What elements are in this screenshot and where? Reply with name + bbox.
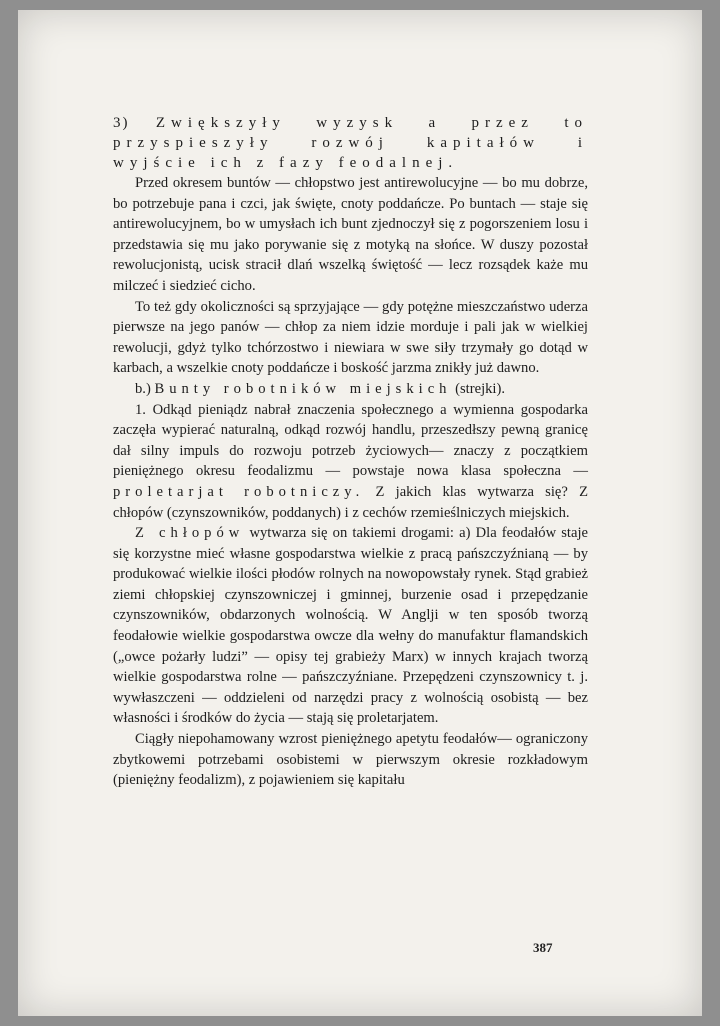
subheading-suffix: (strejki). xyxy=(455,380,505,397)
paragraph-5: Ciągły niepohamowany wzrost pieniężnego apetytu feodałów— ograniczony zbytkowemi potrzebami osobistemi w pierwszym okresie rozkładowym (pieniężny feodalizm), z pojawieniem się kapitału xyxy=(113,731,588,789)
paragraph-4-text: wytwarza się on takiemi drogami: a) Dla feodałów staje się korzystne mieć własne gospodarstwa wielkie z pracą pańszczyźnianą — by produkować wielkie ilości płodów rolnych na nowopowstały rynek. Stąd grabież ziemi chłopskiej czynszowniczej i gminnej, burzenie osad i przepędzanie czynszowników, obdarzonych wolnością. W Anglji w ten sposób tworzą feodałowie wielkie gospodarstwa owcze dla wełny do manufaktur flamandskich („owce pożarły ludzi” — opisy tej grabieży Marx) w innych krajach tworzą wielkie gospodarstwa rolne — pańszczyźniane. Przepędzeni czynszownicy t. j. wywłaszczeni — oddzieleni od narzędzi pracy z wolnością osobistą — bez własności i środków do życia — stają się proletarjatem. xyxy=(113,525,588,727)
paragraph-2: To też gdy okoliczności są sprzyjające — gdy potężne mieszczaństwo uderza pierwsze na jego panów — chłop za niem idzie morduje i pali jak w wielkiej rewolucji, gdyż tylko tchórzostwo i niewiara w swe siły trzymały go dotąd w karbach, a wszelkie cnoty poddańcze i boskość jarzma znikły już dawno. xyxy=(113,298,588,377)
section-heading xyxy=(113,113,588,173)
heading-text: Zwiększyły wyzysk a przez to przyspieszyły rozwój kapitałów i wyjście ich z fazy feodalnej. xyxy=(113,115,589,171)
paragraph-3-spaced: proletarjat robotniczy. xyxy=(113,483,365,500)
subheading-prefix: b.) xyxy=(135,380,151,397)
page-number: 387 xyxy=(533,940,553,955)
heading-number: 3) xyxy=(113,115,130,131)
paragraph-1: Przed okresem buntów — chłopstwo jest antirewolucyjne — bo mu dobrze, bo potrzebuje pana i czci, jak święte, cnoty poddańcze. Po buntach — staje się antirewolucyjnem, bo w umysłach ich bunt zjednoczył się z pogorszeniem losu i przedstawia się mu jako porywanie się z motyką na słońce. W duszy pozostał rewolucjonistą, ucisk stracił dlań wszelką świętość — lecz rozsądek każe mu milczeć i siedzieć cicho. xyxy=(113,175,588,294)
paragraph-3-part2: Z jakich klas wytwarza się? Z chłopów (czynszowników, poddanych) i z cechów rzemieślniczych miejskich. xyxy=(113,483,588,521)
paragraph-4 xyxy=(113,523,588,729)
paragraph-3 xyxy=(113,400,588,524)
subheading-spaced: Bunty robotników miejskich xyxy=(154,380,452,397)
subheading xyxy=(113,379,588,400)
book-page xyxy=(18,10,702,1016)
paragraph-4-spaced: Z chłopów xyxy=(135,525,245,542)
page-text xyxy=(113,113,588,791)
paragraph-3-part1: 1. Odkąd pieniądz nabrał znaczenia społecznego a wymienna gospodarka zaczęła wypierać naturalną, odkąd rozwój handlu, przeszedłszy pewną granicę dał silny impuls do rozwoju potrzeb życiowych— znaczy z początkiem pieniężnego okresu feodalizmu — powstaje nowa klasa społeczna — xyxy=(113,401,588,480)
